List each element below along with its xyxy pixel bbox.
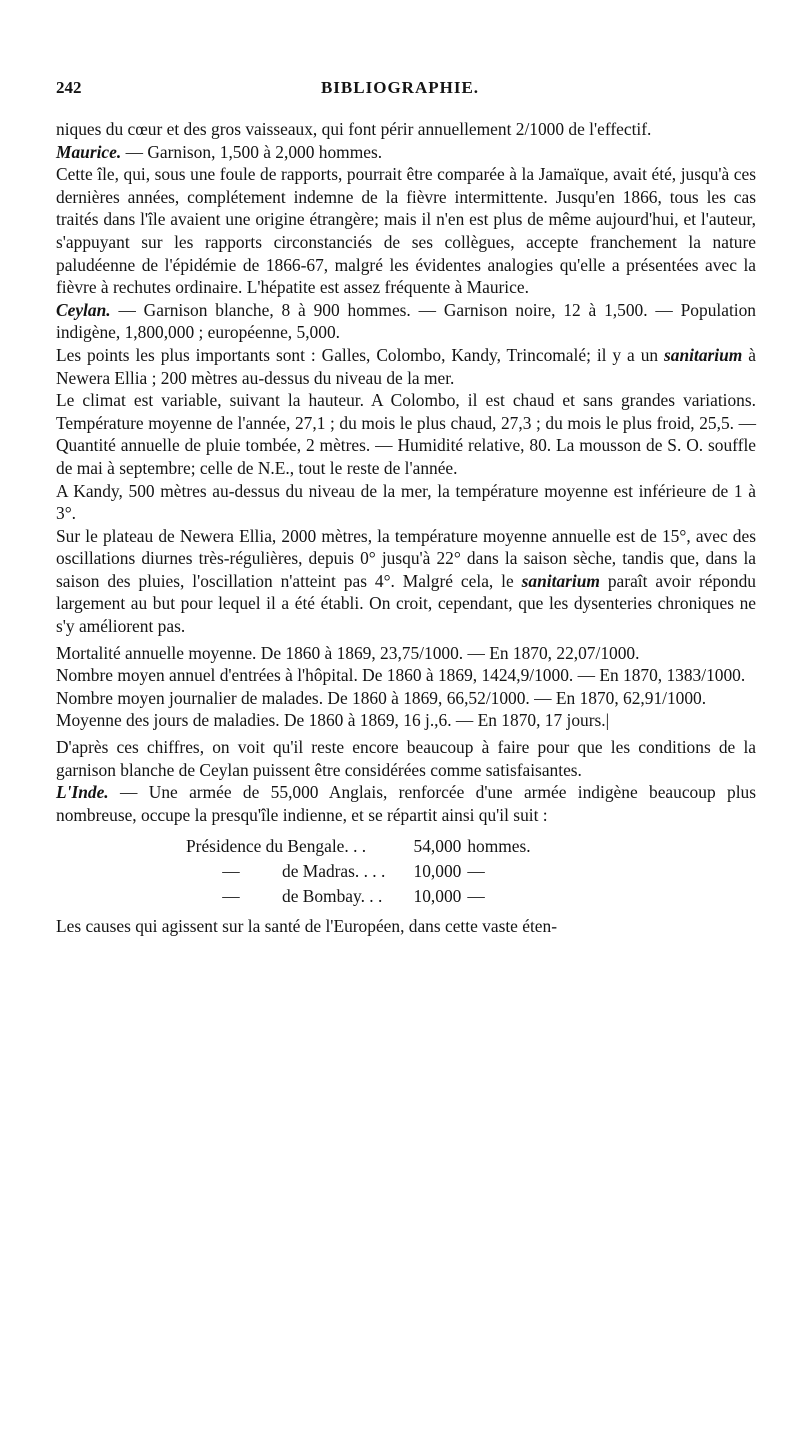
page-body: [56, 118, 756, 938]
table-row: [186, 859, 553, 884]
paragraph-ceylan-heading: [56, 299, 756, 344]
stat-daily-patients: Nombre moyen journalier de malades. De 1860 à 1869, 66,52/1000. — En 1870, 62,91/1000.: [56, 687, 707, 708]
newera-ellia-text-cont: paraît avoir répondu largement au but pour lequel il a été établi. On croit, cependant, que les dysenteries chroniques ne s'y améliorent pas.: [56, 570, 756, 637]
paragraph-kandy: A Kandy, 500 mètres au-dessus du niveau de la mer, la température moyenne est inférieure de 1 à 3°.: [56, 480, 756, 524]
inde-dash: —: [120, 782, 138, 803]
presidency-bombay: de Bombay. . .: [282, 886, 383, 907]
presidency-bombay-unit: —: [467, 886, 485, 907]
ceylan-garrison: — Garnison blanche, 8 à 900 hommes. — Garnison noire, 12 à 1,500. — Population indigène, 1,800,000 ; européenne, 5,000.: [56, 299, 756, 343]
paragraph-inde: [56, 781, 756, 826]
presidency-madras-count: 10,000: [413, 861, 462, 882]
paragraph-maurice-heading: [56, 141, 756, 164]
presidency-bengal-unit: hommes.: [467, 836, 531, 857]
page-number: 242: [56, 78, 82, 97]
presidency-table: [186, 834, 553, 909]
stat-hospital-admissions: Nombre moyen annuel d'entrées à l'hôpital. De 1860 à 1869, 1424,9/1000. — En 1870, 1383/1000.: [56, 665, 746, 686]
table-row: [186, 884, 553, 909]
section-heading-ceylan: Ceylan.: [56, 299, 111, 320]
section-heading-inde: L'Inde.: [56, 782, 109, 803]
ceylan-points-text-cont: à Newera Ellia ; 200 mètres au-dessus du niveau de la mer.: [56, 344, 756, 388]
ceylan-points-text: Les points les plus importants sont : Galles, Colombo, Kandy, Trincomalé; il y a un: [56, 344, 659, 365]
presidency-madras: de Madras. . . .: [282, 861, 386, 882]
presidency-madras-dash: —: [222, 861, 240, 882]
stat-sick-days: Moyenne des jours de maladies. De 1860 à 1869, 16 j.,6. — En 1870, 17 jours.|: [56, 710, 610, 731]
presidency-madras-unit: —: [467, 861, 485, 882]
newera-ellia-text: Sur le plateau de Newera Ellia, 2000 mètres, la température moyenne annuelle est de 15°, avec des oscillations diurnes très-régulières, depuis 0° jusqu'à 22° dans la saison sèche, tandis que, dans la saison des pluies, l'oscillation n'atteint pas 4°. Malgré cela, le: [56, 525, 756, 591]
paragraph-newera-ellia: [56, 525, 756, 638]
paragraph-cardiac: niques du cœur et des gros vaisseaux, qui font périr annuellement 2/1000 de l'effectif.: [56, 119, 652, 139]
maurice-garrison: — Garnison, 1,500 à 2,000 hommes.: [125, 141, 383, 162]
paragraph-conclusion: D'après ces chiffres, on voit qu'il reste encore beaucoup à faire pour que les conditions de la garnison blanche de Ceylan puissent être considérées comme satisfaisantes.: [56, 737, 756, 780]
presidency-bombay-dash: —: [222, 886, 240, 907]
paragraph-maurice-fever: Cette île, qui, sous une foule de rapports, pourrait être comparée à la Jamaïque, avait été, jusqu'à ces dernières années, complétement indemne de la fièvre intermittente. Jusqu'en 1866, tous les cas traités dans l'île avaient une origine étrangère; mais il n'en est plus de même aujourd'hui, et l'auteur, s'appuyant sur les rapports circonstanciés de ses collègues, accepte franchement la nature paludéenne de l'épidémie de 1866-67, malgré les évidentes analogies qu'elle a présentées avec la fièvre à rechutes ordinaire. L'hépatite est assez fréquente à Maurice.: [56, 164, 756, 298]
presidency-bengal: Présidence du Bengale. . .: [186, 836, 367, 857]
running-title: BIBLIOGRAPHIE.: [320, 78, 480, 97]
section-heading-maurice: Maurice.: [56, 141, 122, 162]
presidency-bombay-count: 10,000: [413, 886, 462, 907]
table-row: [186, 834, 553, 859]
term-sanitarium-2: sanitarium: [521, 570, 600, 591]
paragraph-causes: Les causes qui agissent sur la santé de l'Européen, dans cette vaste éten-: [56, 916, 557, 937]
page-header: [56, 72, 756, 104]
inde-text: Une armée de 55,000 Anglais, renforcée d'une armée indigène beaucoup plus nombreuse, occupe la presqu'île indienne, et se répartit ainsi qu'il suit :: [56, 782, 756, 825]
paragraph-climate: Le climat est variable, suivant la hauteur. A Colombo, il est chaud et sans grandes variations. Température moyenne de l'année, 27,1 ; du mois le plus chaud, 27,3 ; du mois le plus froid, 25,5. — Quantité annuelle de pluie tombée, 2 mètres. — Humidité relative, 80. La mousson de S. O. souffle de mai à septembre; celle de N.E., tout le reste de l'année.: [56, 390, 756, 478]
stat-mortality: Mortalité annuelle moyenne. De 1860 à 1869, 23,75/1000. — En 1870, 22,07/1000.: [56, 642, 640, 663]
presidency-bengal-count: 54,000: [413, 836, 462, 857]
paragraph-ceylan-points: [56, 344, 756, 389]
term-sanitarium: sanitarium: [664, 344, 743, 365]
